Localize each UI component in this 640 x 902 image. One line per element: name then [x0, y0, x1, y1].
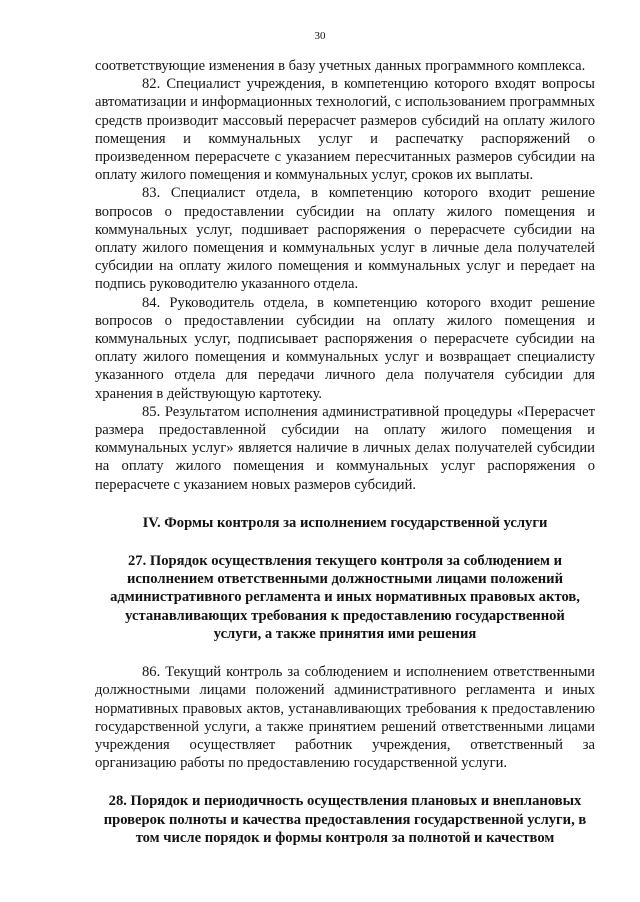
page-number: 30 — [314, 30, 326, 42]
subsection-heading-27 — [95, 552, 595, 643]
paragraph-86: 86. Текущий контроль за соблюдением и исполнением ответственными должностными лицами положений административного регламента и иных нормативных правовых актов, устанавливающих требования к предоставлению государственной услуги, а также принятием решений ответственными лицами учреждения осуществляет работник учреждения, ответственный за организацию работы по предоставлению государственной услуги. — [95, 664, 595, 772]
document-body — [95, 57, 595, 847]
subsection-heading-28 — [95, 792, 595, 847]
paragraph-83: 83. Специалист отдела, в компетенцию которого входит решение вопросов о предоставлении субсидии на оплату жилого помещения и коммунальных услуг, подшивает распоряжения о перерасчете субсидии на оплату жилого помещения и коммунальных услуг в личные дела получателей субсидии на оплату жилого помещения и коммунальных услуг и передает на подпись руководителю указанного отдела. — [95, 185, 595, 293]
heading-27-line: услуги, а также принятия ими решения — [213, 625, 477, 642]
paragraph-85: 85. Результатом исполнения административной процедуры «Перерасчет размера предоставленной субсидии на оплату жилого помещения и коммунальных услуг» является наличие в личных делах получателей субсидии на оплату жилого помещения и коммунальных услуг распоряжения о перерасчете с указанием новых размеров субсидий. — [95, 403, 595, 493]
heading-27-line: 27. Порядок осуществления текущего контроля за соблюдением и — [127, 553, 563, 570]
heading-27-line: устанавливающих требования к предоставлению государственной — [125, 607, 565, 624]
paragraph-continuation: соответствующие изменения в базу учетных данных программного комплекса. — [95, 58, 586, 74]
heading-27-line: исполнением ответственными должностными лицами положений — [127, 571, 563, 588]
heading-28-line: 28. Порядок и периодичность осуществления плановых и внеплановых — [108, 793, 582, 810]
paragraph-82: 82. Специалист учреждения, в компетенцию которого входят вопросы автоматизации и информационных технологий, с использованием программных средств производит массовый перерасчет размеров субсидий на оплату жилого помещения и коммунальных услуг и распечатку распоряжений о произведенном перерасчете с указанием пересчитанных размеров субсидии на оплату жилого помещения и коммунальных услуг, сроков их выплаты. — [95, 76, 595, 184]
section-heading-iv: IV. Формы контроля за исполнением государственной услуги — [142, 514, 548, 531]
paragraph-84: 84. Руководитель отдела, в компетенцию которого входит решение вопросов о предоставлении субсидии на оплату жилого помещения и коммунальных услуг, подписывает распоряжения о перерасчете субсидии на оплату жилого помещения и коммунальных услуг и возвращает специалисту указанного отдела для передачи личного дела получателя субсидии для хранения в действующую картотеку. — [95, 294, 595, 402]
heading-27-line: административного регламента и иных нормативных правовых актов, — [110, 589, 580, 606]
heading-28-line: проверок полноты и качества предоставления государственной услуги, в — [103, 811, 587, 828]
heading-28-line: том числе порядок и формы контроля за полнотой и качеством — [135, 829, 555, 846]
